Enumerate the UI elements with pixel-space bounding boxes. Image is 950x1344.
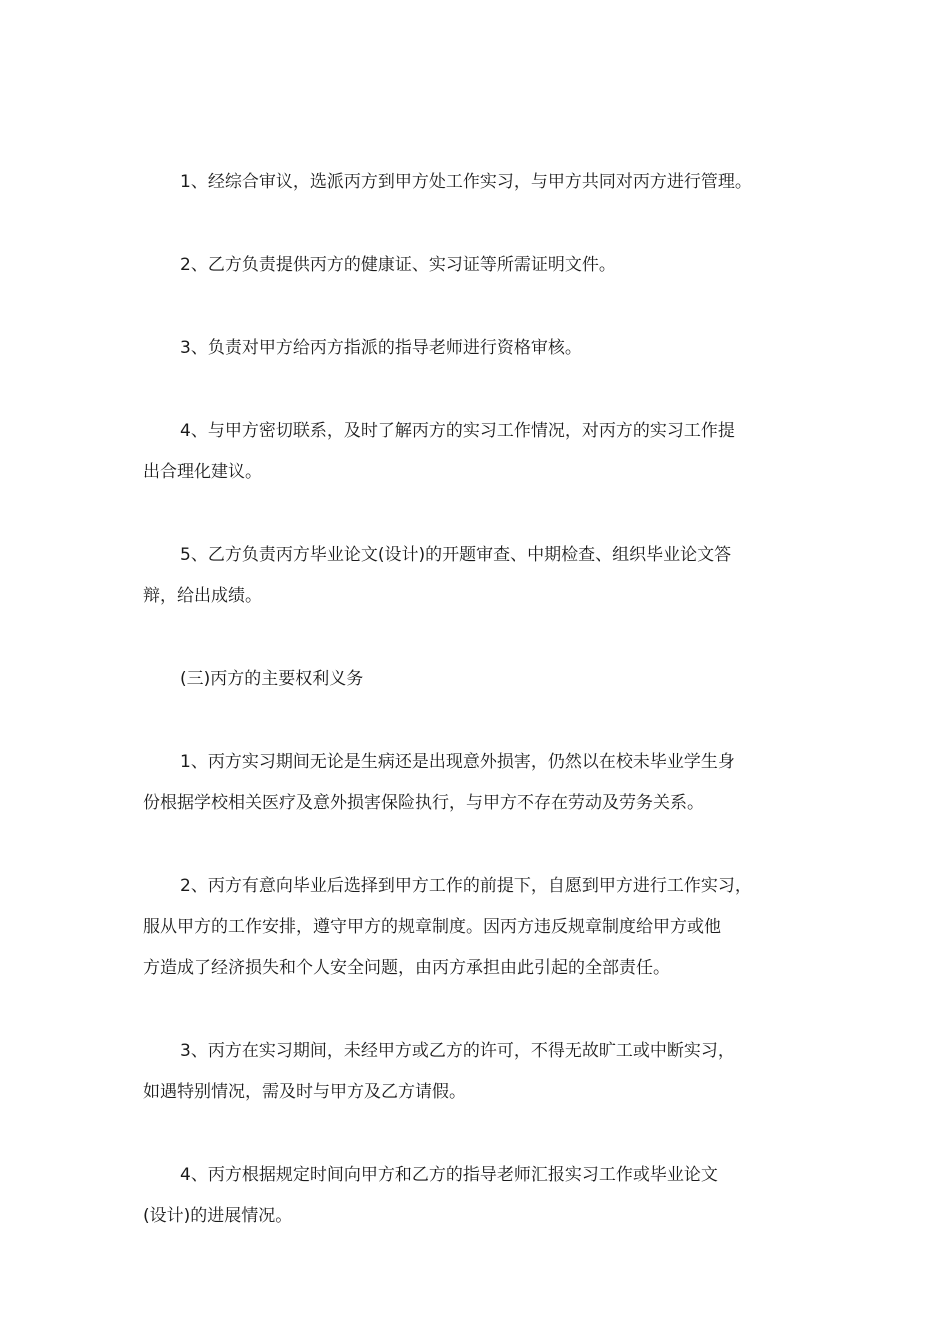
section-heading-text: (三)丙方的主要权利义务: [180, 669, 364, 689]
paragraph-line: 1、经综合审议，选派丙方到甲方处工作实习，与甲方共同对丙方进行管理。: [180, 172, 752, 192]
paragraph-line: 如遇特别情况，需及时与甲方及乙方请假。: [143, 1082, 466, 1102]
paragraph-line: 2、丙方有意向毕业后选择到甲方工作的前提下，自愿到甲方进行工作实习，: [180, 876, 752, 896]
paragraph-line: 出合理化建议。: [143, 462, 262, 482]
paragraph-3: [143, 328, 833, 369]
paragraph-9: [143, 1031, 833, 1113]
paragraph-line: 3、负责对甲方给丙方指派的指导老师进行资格审核。: [180, 338, 582, 358]
paragraph-2: [143, 245, 833, 286]
paragraph-10: [143, 1155, 833, 1237]
paragraph-line: 4、与甲方密切联系，及时了解丙方的实习工作情况，对丙方的实习工作提: [180, 421, 735, 441]
paragraph-line: 4、丙方根据规定时间向甲方和乙方的指导老师汇报实习工作或毕业论文: [180, 1165, 718, 1185]
paragraph-line: (设计)的进展情况。: [143, 1206, 293, 1226]
paragraph-line: 服从甲方的工作安排，遵守甲方的规章制度。因丙方违反规章制度给甲方或他: [143, 917, 721, 937]
section-heading: [143, 659, 833, 700]
paragraph-line: 1、丙方实习期间无论是生病还是出现意外损害，仍然以在校未毕业学生身: [180, 752, 735, 772]
paragraph-line: 辩，给出成绩。: [143, 586, 262, 606]
paragraph-1: [143, 162, 833, 203]
paragraph-7: [143, 742, 833, 824]
document-body: [143, 162, 833, 1279]
paragraph-line: 份根据学校相关医疗及意外损害保险执行，与甲方不存在劳动及劳务关系。: [143, 793, 704, 813]
paragraph-line: 5、乙方负责丙方毕业论文(设计)的开题审查、中期检查、组织毕业论文答: [180, 545, 732, 565]
paragraph-line: 3、丙方在实习期间，未经甲方或乙方的许可，不得无故旷工或中断实习，: [180, 1041, 735, 1061]
paragraph-5: [143, 535, 833, 617]
paragraph-4: [143, 411, 833, 493]
paragraph-8: [143, 866, 833, 989]
paragraph-line: 2、乙方负责提供丙方的健康证、实习证等所需证明文件。: [180, 255, 616, 275]
paragraph-line: 方造成了经济损失和个人安全问题，由丙方承担由此引起的全部责任。: [143, 958, 670, 978]
